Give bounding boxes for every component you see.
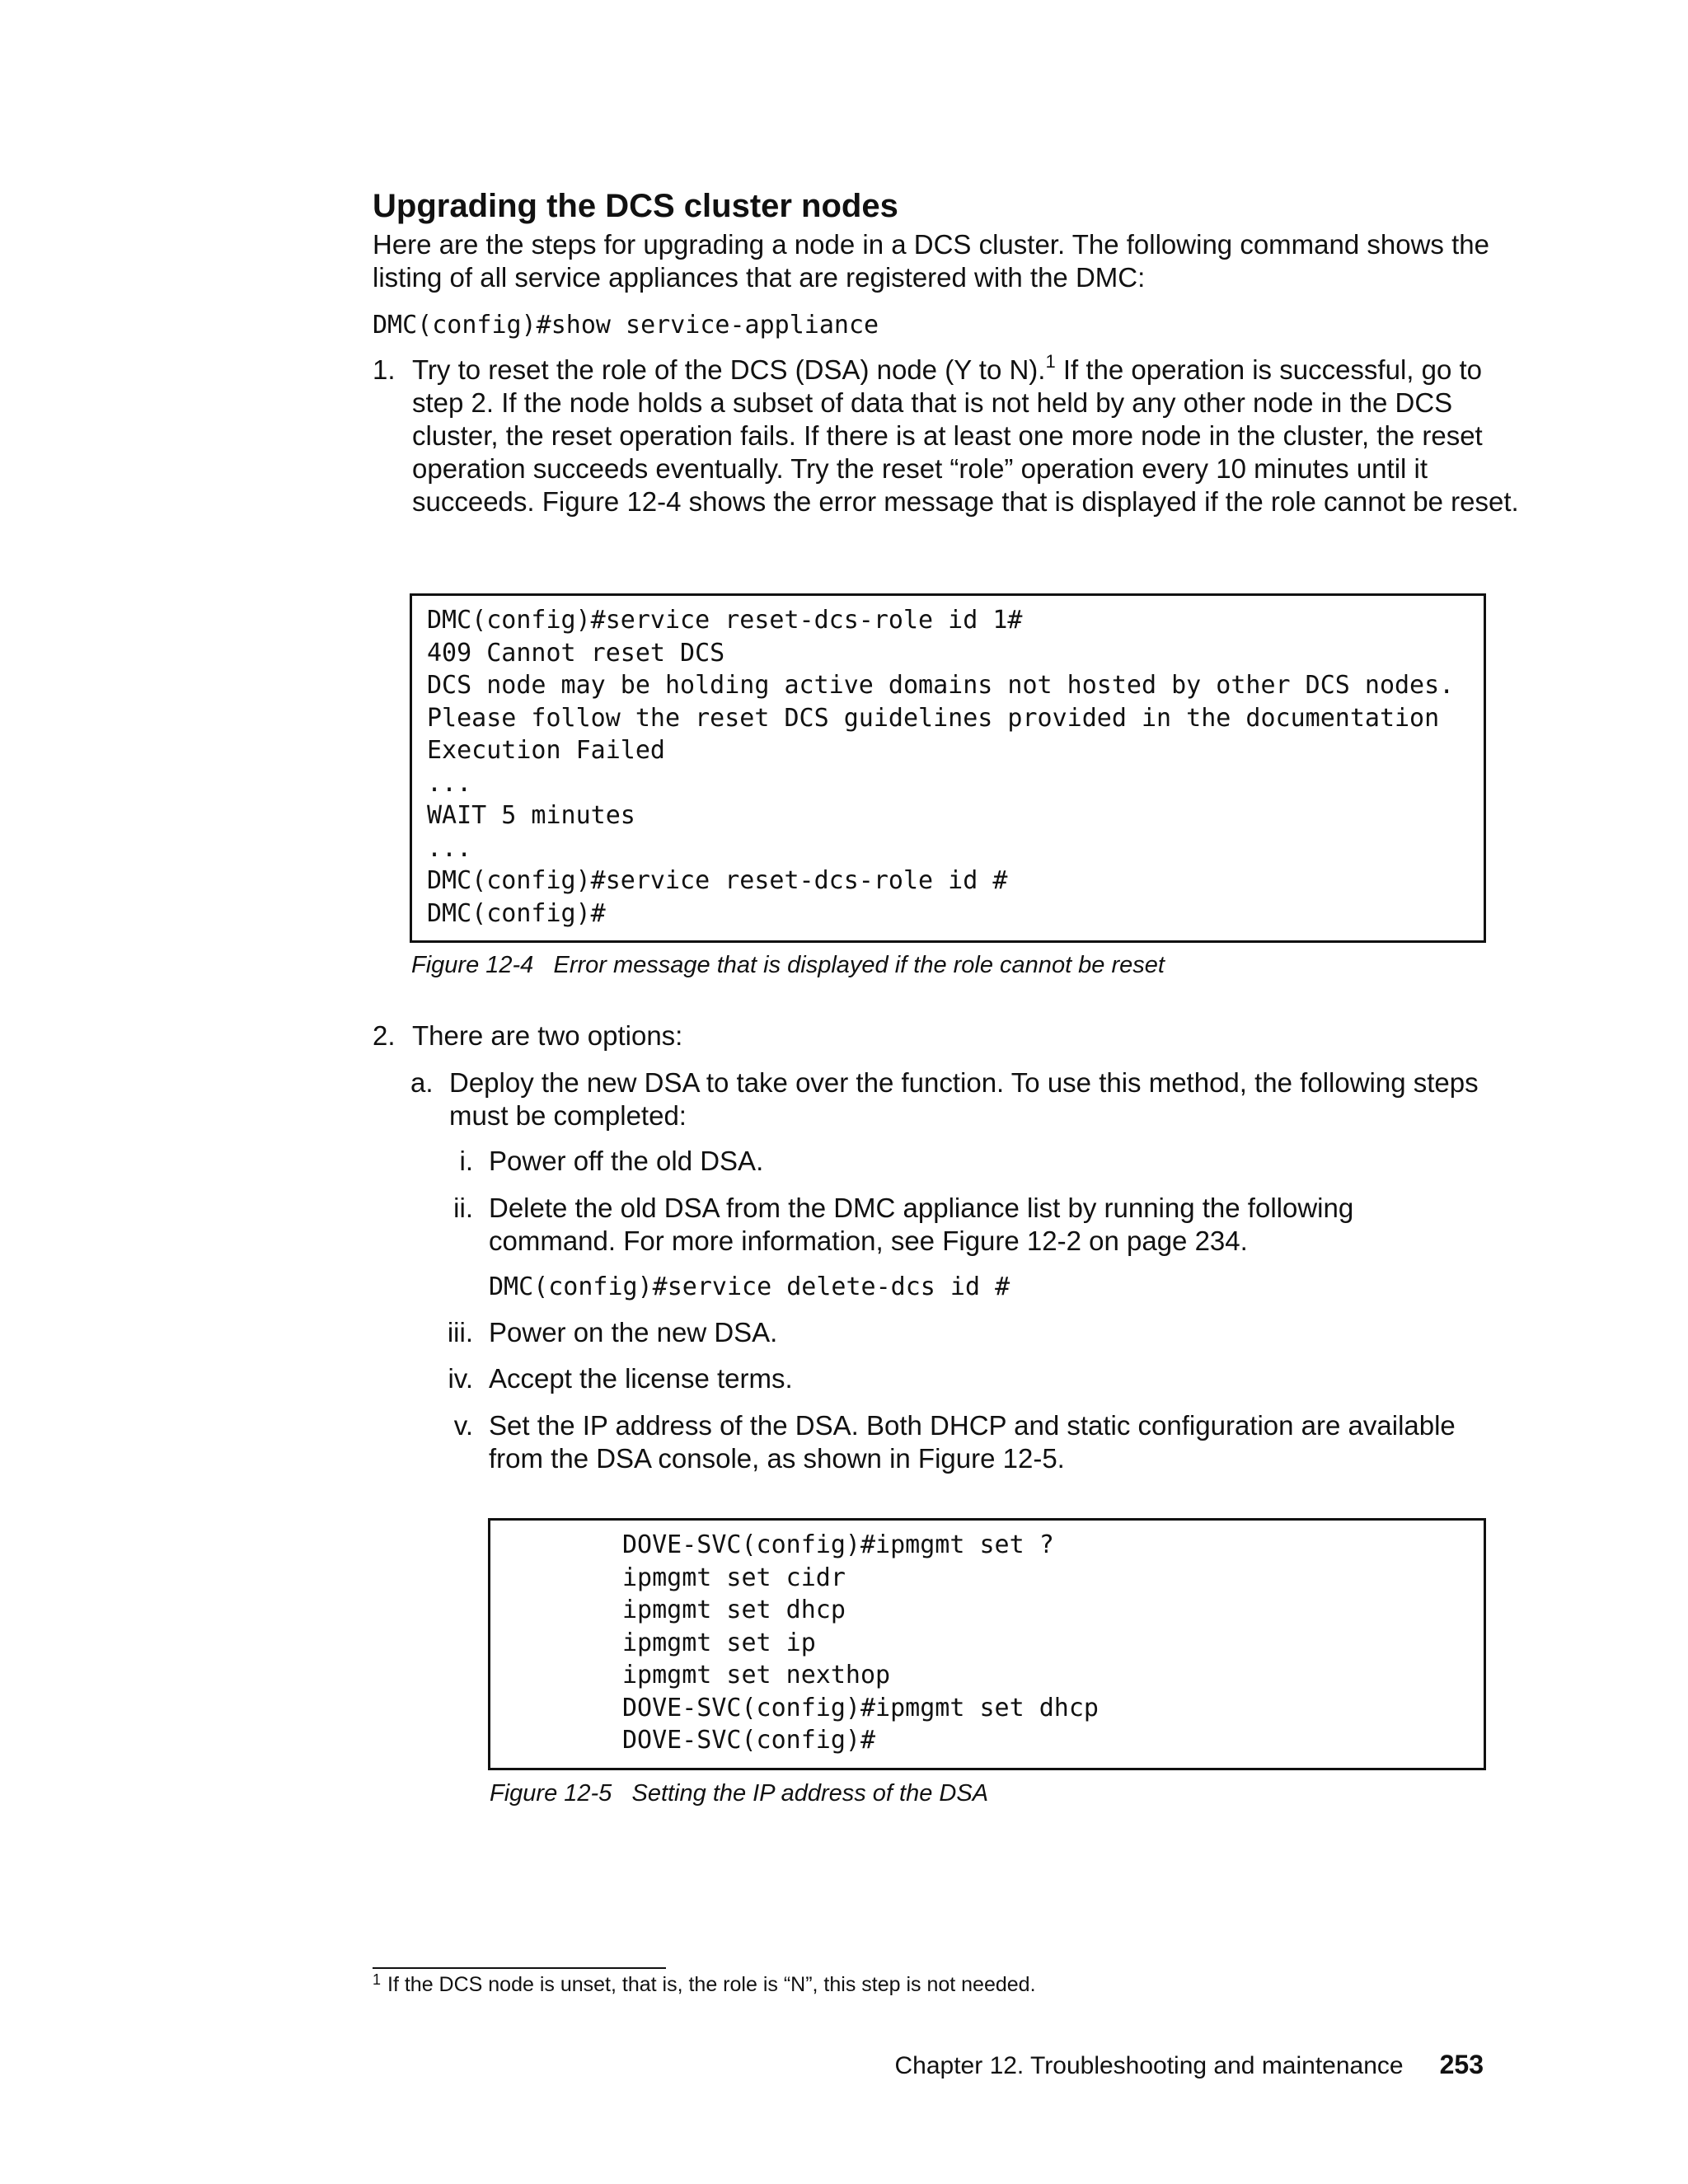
code-line: ipmgmt set ip bbox=[622, 1628, 816, 1657]
step-1-text-part1: Try to reset the role of the DCS (DSA) node (Y to N). bbox=[412, 354, 1046, 385]
option-a-text: Deploy the new DSA to take over the function. To use this method, the following steps must be completed: bbox=[449, 1067, 1479, 1131]
code-line: Please follow the reset DCS guidelines provided in the documentation bbox=[427, 703, 1440, 733]
chapter-title: Chapter 12. Troubleshooting and maintenance bbox=[894, 2052, 1404, 2079]
code-line: 409 Cannot reset DCS bbox=[427, 638, 725, 668]
step-1-marker: 1. bbox=[373, 354, 396, 385]
substep-text: Power on the new DSA. bbox=[489, 1317, 778, 1347]
substep-marker: v. bbox=[453, 1410, 473, 1441]
footnote-number: 1 bbox=[373, 1971, 382, 1988]
option-a-marker: a. bbox=[410, 1067, 434, 1098]
delete-dcs-command: DMC(config)#service delete-dcs id # bbox=[489, 1272, 1010, 1301]
intro-paragraph: Here are the steps for upgrading a node in a DCS cluster. The following command shows the listing of all service appliances that are registered with the DMC: bbox=[373, 229, 1489, 293]
code-line: DOVE-SVC(config)#ipmgmt set ? bbox=[622, 1530, 1054, 1559]
code-line: DMC(config)#service reset-dcs-role id 1# bbox=[427, 606, 1023, 635]
figure-12-4-codebox bbox=[410, 593, 1486, 943]
step-2-marker: 2. bbox=[373, 1020, 396, 1051]
substep-text: Accept the license terms. bbox=[489, 1363, 793, 1394]
substep-text: Set the IP address of the DSA. Both DHCP and static configuration are available from the DSA console, as shown in Figure 12-5. bbox=[489, 1410, 1456, 1474]
code-line: ... bbox=[427, 768, 472, 798]
substep-marker: ii. bbox=[453, 1193, 473, 1223]
step-1-text-part2: If the operation is successful, go to step 2. If the node holds a subset of data that is not held by any other node in the DCS cluster, the reset operation fails. If there is at least one more node in the cluster, the reset operation succeeds eventually. Try the reset “role” operation every 10 minutes until it succeeds. Figure 12-4 shows the error message that is displayed if the role cannot be reset. bbox=[412, 354, 1519, 517]
page-number: 253 bbox=[1439, 2050, 1484, 2079]
footnote-text: If the DCS node is unset, that is, the role is “N”, this step is not needed. bbox=[387, 1973, 1036, 1996]
page-footer bbox=[895, 2049, 1484, 2082]
code-line: DOVE-SVC(config)#ipmgmt set dhcp bbox=[622, 1693, 1099, 1722]
footnote-divider bbox=[373, 1967, 666, 1969]
code-line: ... bbox=[427, 833, 472, 863]
footnote bbox=[373, 1971, 1036, 1998]
substep-text: Power off the old DSA. bbox=[489, 1146, 764, 1176]
code-line: Execution Failed bbox=[427, 736, 665, 765]
substep-marker: iv. bbox=[448, 1363, 473, 1394]
code-line: ipmgmt set dhcp bbox=[622, 1596, 846, 1624]
code-line: ipmgmt set cidr bbox=[622, 1563, 846, 1592]
substep-marker: i. bbox=[459, 1146, 473, 1176]
step-1-text bbox=[412, 351, 1526, 518]
code-line: WAIT 5 minutes bbox=[427, 801, 635, 830]
footnote-ref[interactable]: 1 bbox=[1045, 351, 1056, 372]
figure-12-4-caption: Figure 12-4 Error message that is displayed if the role cannot be reset bbox=[411, 952, 1165, 978]
show-appliance-command: DMC(config)#show service-appliance bbox=[373, 311, 879, 340]
code-line: DMC(config)#service reset-dcs-role id # bbox=[427, 866, 1008, 895]
substep-marker: iii. bbox=[447, 1317, 473, 1347]
code-line: ipmgmt set nexthop bbox=[622, 1661, 891, 1690]
code-line: DMC(config)# bbox=[427, 898, 606, 928]
code-line: DOVE-SVC(config)# bbox=[622, 1726, 876, 1755]
section-heading: Upgrading the DCS cluster nodes bbox=[373, 188, 898, 224]
figure-12-5-caption: Figure 12-5 Setting the IP address of the DSA bbox=[490, 1780, 989, 1807]
code-line: DCS node may be holding active domains not hosted by other DCS nodes. bbox=[427, 671, 1455, 700]
step-2-text: There are two options: bbox=[412, 1020, 683, 1051]
substep-text: Delete the old DSA from the DMC appliance list by running the following command. For more information, see Figure 12-2 on page 234. bbox=[489, 1193, 1354, 1256]
figure-12-5-codebox bbox=[488, 1518, 1486, 1770]
